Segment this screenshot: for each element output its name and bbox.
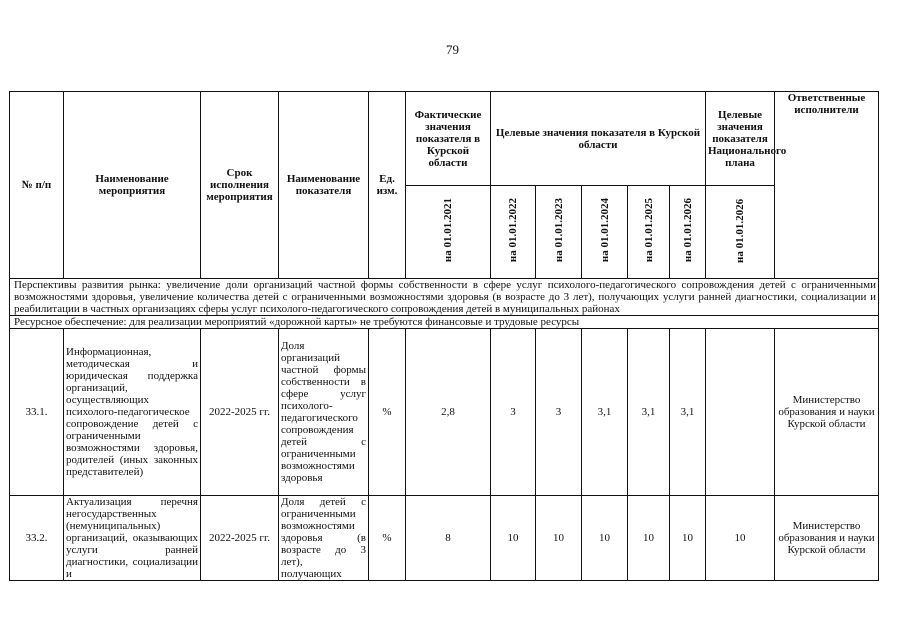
row-target-2023: 3: [536, 329, 582, 496]
roadmap-table: [9, 91, 879, 581]
row-num: 33.1.: [10, 329, 64, 496]
date-target-2026: на 01.01.2026: [681, 198, 694, 263]
row-target-2026: 3,1: [670, 329, 706, 496]
row-national: 10: [706, 496, 775, 581]
date-target-2024: на 01.01.2024: [598, 198, 611, 263]
date-target-cell: [491, 186, 536, 279]
row-target-2025: 3,1: [628, 329, 670, 496]
date-target-2023: на 01.01.2023: [552, 198, 565, 263]
date-target-cell: [670, 186, 706, 279]
row-target-2023: 10: [536, 496, 582, 581]
col-header-num: № п/п: [10, 92, 64, 279]
col-header-targets: Целевые значения показателя в Курской области: [491, 92, 706, 186]
table-row: [10, 329, 879, 496]
date-national: на 01.01.2026: [734, 198, 746, 263]
date-target-cell: [536, 186, 582, 279]
row-national: [706, 329, 775, 496]
row-indicator: Доля организаций частной формы собственности в сфере услуг психолого-педагогического сопровождения детей с ограниченными возможностями здоровья: [279, 329, 369, 496]
date-target-cell: [628, 186, 670, 279]
row-target-2024: 3,1: [582, 329, 628, 496]
row-target-2025: 10: [628, 496, 670, 581]
row-target-2022: 10: [491, 496, 536, 581]
row-event: Информационная, методическая и юридическая поддержка организаций, осуществляющих психолого-педагогическое сопровождение детей с ограниченными возможностями здоровья, родителей (иных законных представителей): [64, 329, 201, 496]
page-number: 79: [446, 42, 459, 57]
col-header-national: Целевые значения показателя Национального плана: [706, 92, 775, 186]
row-unit: %: [369, 329, 406, 496]
date-target-2022: на 01.01.2022: [507, 198, 519, 263]
row-unit: %: [369, 496, 406, 581]
col-header-unit: Ед. изм.: [369, 92, 406, 279]
date-actual-cell: [406, 186, 491, 279]
row-event: Актуализация перечня негосударственных (немуниципальных) организаций, оказывающих услуги ранней диагностики, социализации и: [64, 496, 201, 581]
col-header-responsible: Ответственные исполнители: [775, 92, 879, 279]
row-target-2022: 3: [491, 329, 536, 496]
date-target-2025: на 01.01.2025: [642, 198, 655, 263]
row-target-2024: 10: [582, 496, 628, 581]
col-header-deadline: Срок исполнения мероприятия: [201, 92, 279, 279]
row-actual: 8: [406, 496, 491, 581]
row-deadline: 2022-2025 гг.: [201, 496, 279, 581]
date-actual: на 01.01.2021: [442, 198, 454, 263]
row-target-2026: 10: [670, 496, 706, 581]
col-header-indicator: Наименование показателя: [279, 92, 369, 279]
row-responsible: Министерство образования и науки Курской области: [775, 329, 879, 496]
date-target-cell: [582, 186, 628, 279]
row-deadline: 2022-2025 гг.: [201, 329, 279, 496]
col-header-actual: Фактические значения показателя в Курской области: [406, 92, 491, 186]
date-national-cell: [706, 186, 775, 279]
prospects-row: Перспективы развития рынка: увеличение доли организаций частной формы собственности в сфере услуг психолого-педагогического сопровождения детей с ограниченными возможностями здоровья, увеличение количества детей с ограниченными возможностями здоровья (в возрасте до 3 лет), получающих услуги ранней диагностики, социализации и реабилитации в частных организациях сферы услуг психолого-педагогического сопровождения детей в муниципальных районах: [10, 279, 879, 316]
row-responsible: Министерство образования и науки Курской области: [775, 496, 879, 581]
row-indicator: Доля детей с ограниченными возможностями здоровья (в возрасте до 3 лет), получающих: [279, 496, 369, 581]
table-row: [10, 496, 879, 581]
col-header-event: Наименование мероприятия: [64, 92, 201, 279]
resources-row: Ресурсное обеспечение: для реализации мероприятий «дорожной карты» не требуются финансовые и трудовые ресурсы: [10, 316, 879, 329]
row-actual: 2,8: [406, 329, 491, 496]
row-num: 33.2.: [10, 496, 64, 581]
